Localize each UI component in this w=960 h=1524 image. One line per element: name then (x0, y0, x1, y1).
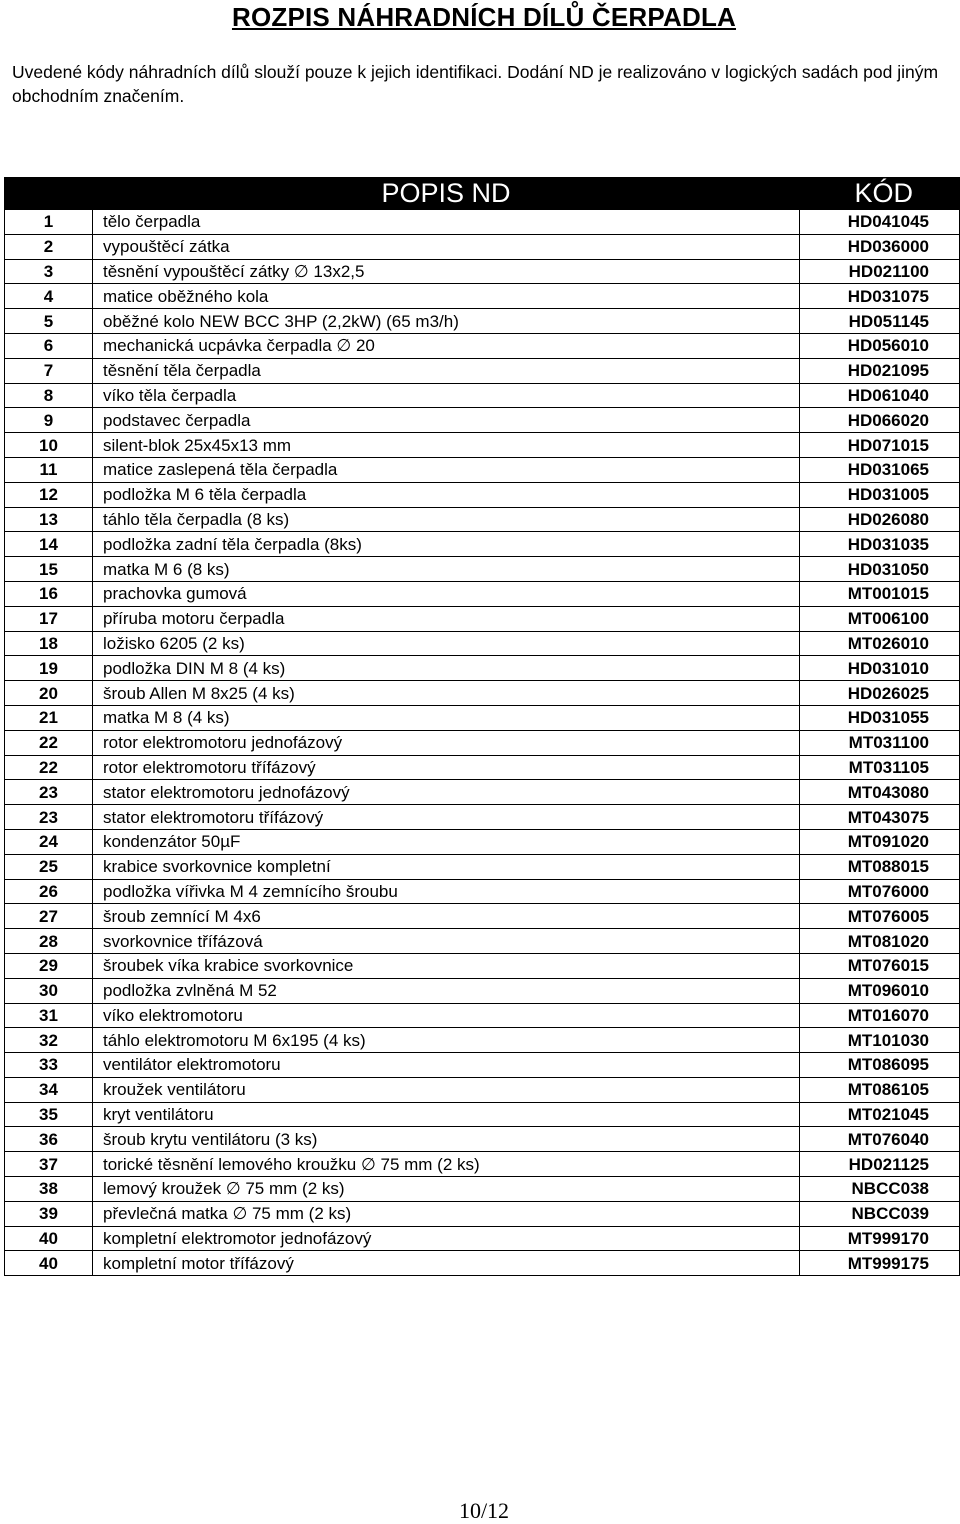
part-number: 35 (5, 1102, 93, 1127)
table-row (5, 829, 960, 854)
table-row (5, 333, 960, 358)
part-number: 24 (5, 829, 93, 854)
table-header-row (5, 178, 960, 210)
part-description: podložka M 6 těla čerpadla (93, 482, 800, 507)
part-number: 34 (5, 1077, 93, 1102)
part-description: víko elektromotoru (93, 1003, 800, 1028)
part-code: MT031105 (800, 755, 960, 780)
part-code: HD051145 (800, 309, 960, 334)
part-code: MT006100 (800, 606, 960, 631)
part-description: krabice svorkovnice kompletní (93, 854, 800, 879)
part-description: šroubek víka krabice svorkovnice (93, 953, 800, 978)
part-number: 32 (5, 1028, 93, 1053)
table-row (5, 606, 960, 631)
part-number: 29 (5, 953, 93, 978)
part-number: 26 (5, 879, 93, 904)
part-description: svorkovnice třífázová (93, 929, 800, 954)
part-description: matka M 6 (8 ks) (93, 557, 800, 582)
header-number (5, 178, 93, 210)
part-number: 10 (5, 433, 93, 458)
table-row (5, 1251, 960, 1276)
table-row (5, 879, 960, 904)
table-row (5, 433, 960, 458)
table-row (5, 1053, 960, 1078)
part-code: HD041045 (800, 210, 960, 235)
part-description: kompletní elektromotor jednofázový (93, 1226, 800, 1251)
part-description: kryt ventilátoru (93, 1102, 800, 1127)
table-row (5, 730, 960, 755)
part-code: MT043080 (800, 780, 960, 805)
part-number: 17 (5, 606, 93, 631)
part-number: 38 (5, 1177, 93, 1202)
part-number: 13 (5, 507, 93, 532)
part-code: HD021100 (800, 259, 960, 284)
table-row (5, 705, 960, 730)
table-row (5, 978, 960, 1003)
table-row (5, 210, 960, 235)
part-number: 8 (5, 383, 93, 408)
part-description: převlečná matka ∅ 75 mm (2 ks) (93, 1201, 800, 1226)
table-row (5, 1201, 960, 1226)
part-code: HD056010 (800, 333, 960, 358)
part-code: HD031050 (800, 557, 960, 582)
part-code: MT016070 (800, 1003, 960, 1028)
part-number: 15 (5, 557, 93, 582)
part-description: šroub krytu ventilátoru (3 ks) (93, 1127, 800, 1152)
part-code: NBCC038 (800, 1177, 960, 1202)
part-number: 30 (5, 978, 93, 1003)
table-row (5, 1102, 960, 1127)
part-number: 40 (5, 1251, 93, 1276)
intro-text: Uvedené kódy náhradních dílů slouží pouze k jejich identifikaci. Dodání ND je realizováno v logických sadách pod jiným obchodním značením. (12, 62, 939, 106)
part-description: matka M 8 (4 ks) (93, 705, 800, 730)
part-number: 18 (5, 631, 93, 656)
part-code: MT999170 (800, 1226, 960, 1251)
table-row (5, 507, 960, 532)
part-description: stator elektromotoru jednofázový (93, 780, 800, 805)
part-code: MT086105 (800, 1077, 960, 1102)
part-code: MT001015 (800, 581, 960, 606)
table-row (5, 1028, 960, 1053)
part-number: 3 (5, 259, 93, 284)
part-code: HD031005 (800, 482, 960, 507)
part-code: MT076015 (800, 953, 960, 978)
part-code: HD031075 (800, 284, 960, 309)
part-number: 25 (5, 854, 93, 879)
parts-table (4, 177, 960, 1276)
table-row (5, 457, 960, 482)
part-code: HD031065 (800, 457, 960, 482)
part-description: příruba motoru čerpadla (93, 606, 800, 631)
part-description: silent-blok 25x45x13 mm (93, 433, 800, 458)
part-description: rotor elektromotoru jednofázový (93, 730, 800, 755)
table-row (5, 259, 960, 284)
part-description: matice oběžného kola (93, 284, 800, 309)
page-title: ROZPIS NÁHRADNÍCH DÍLŮ ČERPADLA (231, 2, 737, 32)
table-row (5, 953, 960, 978)
part-code: MT043075 (800, 805, 960, 830)
part-code: HD026025 (800, 681, 960, 706)
part-number: 36 (5, 1127, 93, 1152)
part-description: těsnění těla čerpadla (93, 358, 800, 383)
part-number: 6 (5, 333, 93, 358)
part-code: HD031055 (800, 705, 960, 730)
part-code: HD021095 (800, 358, 960, 383)
part-number: 12 (5, 482, 93, 507)
part-description: lemový kroužek ∅ 75 mm (2 ks) (93, 1177, 800, 1202)
part-description: mechanická ucpávka čerpadla ∅ 20 (93, 333, 800, 358)
part-code: MT086095 (800, 1053, 960, 1078)
table-row (5, 631, 960, 656)
table-row (5, 482, 960, 507)
table-row (5, 309, 960, 334)
table-row (5, 854, 960, 879)
table-row (5, 805, 960, 830)
part-code: MT076000 (800, 879, 960, 904)
part-description: torické těsnění lemového kroužku ∅ 75 mm (2 ks) (93, 1152, 800, 1177)
part-code: HD031035 (800, 532, 960, 557)
table-row (5, 904, 960, 929)
part-code: HD061040 (800, 383, 960, 408)
part-code: MT021045 (800, 1102, 960, 1127)
table-row (5, 681, 960, 706)
part-description: oběžné kolo NEW BCC 3HP (2,2kW) (65 m3/h) (93, 309, 800, 334)
part-code: HD036000 (800, 234, 960, 259)
part-description: podložka DIN M 8 (4 ks) (93, 656, 800, 681)
table-row (5, 532, 960, 557)
part-code: MT096010 (800, 978, 960, 1003)
part-number: 23 (5, 805, 93, 830)
part-number: 33 (5, 1053, 93, 1078)
table-row (5, 1003, 960, 1028)
part-code: MT081020 (800, 929, 960, 954)
part-code: MT031100 (800, 730, 960, 755)
part-description: šroub zemnící M 4x6 (93, 904, 800, 929)
part-number: 21 (5, 705, 93, 730)
table-row (5, 1152, 960, 1177)
part-number: 4 (5, 284, 93, 309)
part-number: 31 (5, 1003, 93, 1028)
part-number: 40 (5, 1226, 93, 1251)
table-row (5, 284, 960, 309)
part-description: vypouštěcí zátka (93, 234, 800, 259)
part-code: MT088015 (800, 854, 960, 879)
table-row (5, 1127, 960, 1152)
page-number: 10/12 (458, 1498, 510, 1523)
part-number: 20 (5, 681, 93, 706)
part-description: podložka zadní těla čerpadla (8ks) (93, 532, 800, 557)
part-code: MT076040 (800, 1127, 960, 1152)
part-description: prachovka gumová (93, 581, 800, 606)
table-row (5, 557, 960, 582)
part-description: táhlo těla čerpadla (8 ks) (93, 507, 800, 532)
part-description: podložka vířivka M 4 zemnícího šroubu (93, 879, 800, 904)
part-number: 28 (5, 929, 93, 954)
part-description: matice zaslepená těla čerpadla (93, 457, 800, 482)
part-description: kompletní motor třífázový (93, 1251, 800, 1276)
table-row (5, 1226, 960, 1251)
part-number: 1 (5, 210, 93, 235)
part-number: 22 (5, 730, 93, 755)
part-description: šroub Allen M 8x25 (4 ks) (93, 681, 800, 706)
part-code: HD066020 (800, 408, 960, 433)
table-row (5, 755, 960, 780)
table-row (5, 929, 960, 954)
part-code: HD071015 (800, 433, 960, 458)
part-description: víko těla čerpadla (93, 383, 800, 408)
part-description: rotor elektromotoru třífázový (93, 755, 800, 780)
part-description: stator elektromotoru třífázový (93, 805, 800, 830)
part-number: 2 (5, 234, 93, 259)
table-row (5, 581, 960, 606)
table-row (5, 656, 960, 681)
part-number: 5 (5, 309, 93, 334)
part-number: 9 (5, 408, 93, 433)
part-number: 23 (5, 780, 93, 805)
header-description: POPIS ND (93, 178, 800, 210)
part-description: podstavec čerpadla (93, 408, 800, 433)
part-code: MT999175 (800, 1251, 960, 1276)
part-number: 16 (5, 581, 93, 606)
part-description: těsnění vypouštěcí zátky ∅ 13x2,5 (93, 259, 800, 284)
table-row (5, 1077, 960, 1102)
header-code: KÓD (800, 178, 960, 210)
part-description: ventilátor elektromotoru (93, 1053, 800, 1078)
table-row (5, 234, 960, 259)
part-description: táhlo elektromotoru M 6x195 (4 ks) (93, 1028, 800, 1053)
table-row (5, 358, 960, 383)
part-code: MT026010 (800, 631, 960, 656)
part-description: kroužek ventilátoru (93, 1077, 800, 1102)
part-number: 27 (5, 904, 93, 929)
part-code: HD031010 (800, 656, 960, 681)
part-number: 22 (5, 755, 93, 780)
part-code: HD021125 (800, 1152, 960, 1177)
part-code: HD026080 (800, 507, 960, 532)
part-description: podložka zvlněná M 52 (93, 978, 800, 1003)
part-code: MT091020 (800, 829, 960, 854)
part-code: NBCC039 (800, 1201, 960, 1226)
table-row (5, 408, 960, 433)
table-row (5, 383, 960, 408)
part-code: MT101030 (800, 1028, 960, 1053)
part-number: 7 (5, 358, 93, 383)
part-number: 37 (5, 1152, 93, 1177)
part-number: 11 (5, 457, 93, 482)
part-code: MT076005 (800, 904, 960, 929)
table-row (5, 1177, 960, 1202)
part-number: 19 (5, 656, 93, 681)
part-description: tělo čerpadla (93, 210, 800, 235)
part-description: kondenzátor 50µF (93, 829, 800, 854)
part-number: 39 (5, 1201, 93, 1226)
table-row (5, 780, 960, 805)
part-description: ložisko 6205 (2 ks) (93, 631, 800, 656)
part-number: 14 (5, 532, 93, 557)
